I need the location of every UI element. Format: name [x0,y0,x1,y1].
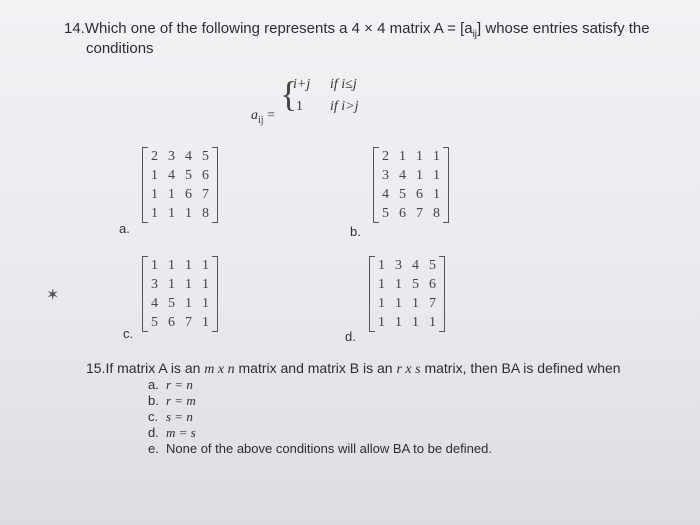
q15-stem-part: If matrix A is an [105,360,205,376]
matrix-cell: 1 [412,314,419,330]
matrix-cell: 1 [412,295,419,311]
matrix-cell: 1 [378,314,385,330]
matrix-cell: 1 [202,314,209,330]
option-a-matrix [146,147,214,223]
matrix-cell: 1 [395,295,402,311]
matrix-cell: 5 [399,186,406,202]
q15-stem-part: matrix and matrix B is an [234,360,397,376]
matrix-cell: 3 [382,167,389,183]
q14-line2: conditions [86,40,154,57]
matrix-cell: 5 [168,295,175,311]
matrix-cell: 7 [202,186,209,202]
matrix-cell: 1 [399,148,406,164]
formula-eq: = [267,108,275,123]
option-c-matrix [146,256,214,332]
matrix-cell: 1 [395,314,402,330]
matrix-cell: 5 [429,257,436,273]
option-a-label: a. [119,221,130,236]
choice-text: m = s [166,425,196,440]
matrix-cell: 4 [151,295,158,311]
matrix-cell: 1 [185,205,192,221]
matrix-cell: 1 [151,186,158,202]
matrix-cell: 1 [202,295,209,311]
matrix-cell: 6 [168,314,175,330]
matrix-cell: 3 [395,257,402,273]
choice-label: b. [148,393,159,408]
matrix-cell: 1 [433,186,440,202]
q15-dim-a: m x n [204,362,235,377]
matrix-cell: 1 [433,148,440,164]
matrix-cell: 2 [151,148,158,164]
formula-case2-expr: 1 [296,99,303,114]
matrix-cell: 1 [416,167,423,183]
matrix-cell: 1 [378,276,385,292]
choice-text: s = n [166,409,193,424]
matrix-cell: 7 [185,314,192,330]
option-d-matrix [373,256,441,332]
matrix-cell: 6 [429,276,436,292]
matrix-cell: 1 [429,314,436,330]
q15-choice-c[interactable] [148,409,193,425]
matrix-cell: 5 [382,205,389,221]
matrix-cell: 1 [151,167,158,183]
q14-stem: Which one of the following represents a 4 × 4 matrix A = [a [84,20,473,37]
option-b-matrix [377,147,445,223]
matrix-cell: 1 [185,257,192,273]
q14-stem-sub: ij [472,29,478,40]
matrix-cell: 1 [168,276,175,292]
q14-number: 14. [64,20,85,37]
matrix-cell: 2 [382,148,389,164]
matrix-cell: 1 [168,257,175,273]
matrix-cell: 1 [151,257,158,273]
matrix-cell: 4 [412,257,419,273]
q15-choice-e[interactable] [148,441,492,457]
matrix-cell: 1 [378,295,385,311]
choice-text: r = m [166,393,196,408]
formula-case1-cond: if i≤j [330,77,357,92]
matrix-cell: 6 [399,205,406,221]
formula-brace: { [280,74,298,114]
matrix-cell: 7 [416,205,423,221]
q15-dim-b: r x s [396,362,421,377]
matrix-cell: 6 [185,186,192,202]
matrix-cell: 1 [378,257,385,273]
q15-choice-a[interactable] [148,377,193,393]
matrix-cell: 3 [168,148,175,164]
q15-number: 15. [86,360,106,376]
q15-choice-d[interactable] [148,425,196,441]
matrix-cell: 1 [395,276,402,292]
matrix-cell: 4 [185,148,192,164]
matrix-cell: 6 [202,167,209,183]
matrix-cell: 1 [185,295,192,311]
matrix-cell: 5 [412,276,419,292]
matrix-cell: 5 [151,314,158,330]
option-d-label: d. [345,329,356,344]
formula-lhs: a [251,108,258,123]
choice-text: r = n [166,377,193,392]
matrix-cell: 7 [429,295,436,311]
matrix-cell: 1 [185,276,192,292]
formula-lhs-sub: ij [258,114,264,126]
pencil-mark-icon: ✶ [46,287,60,304]
matrix-cell: 1 [202,276,209,292]
q14-stem-end: ] whose entries satisfy the [477,20,650,37]
choice-label: e. [148,441,159,456]
formula-case2-cond: if i>j [330,99,359,114]
choice-text: None of the above conditions will allow BA to be defined. [166,441,492,456]
option-b-label: b. [350,224,361,239]
matrix-cell: 1 [416,148,423,164]
matrix-cell: 8 [433,205,440,221]
matrix-cell: 1 [151,205,158,221]
q15-choice-b[interactable] [148,393,196,409]
option-c-label: c. [123,326,134,341]
matrix-cell: 3 [151,276,158,292]
matrix-cell: 1 [433,167,440,183]
matrix-cell: 8 [202,205,209,221]
matrix-cell: 1 [202,257,209,273]
choice-label: a. [148,377,159,392]
matrix-cell: 6 [416,186,423,202]
matrix-cell: 4 [399,167,406,183]
matrix-cell: 4 [382,186,389,202]
matrix-cell: 5 [185,167,192,183]
choice-label: d. [148,425,159,440]
matrix-cell: 5 [202,148,209,164]
choice-label: c. [148,409,159,424]
matrix-cell: 1 [168,205,175,221]
matrix-cell: 4 [168,167,175,183]
formula-case1-expr: i+j [293,77,311,92]
matrix-cell: 1 [168,186,175,202]
q15-stem-part: matrix, then BA is defined when [420,360,621,376]
